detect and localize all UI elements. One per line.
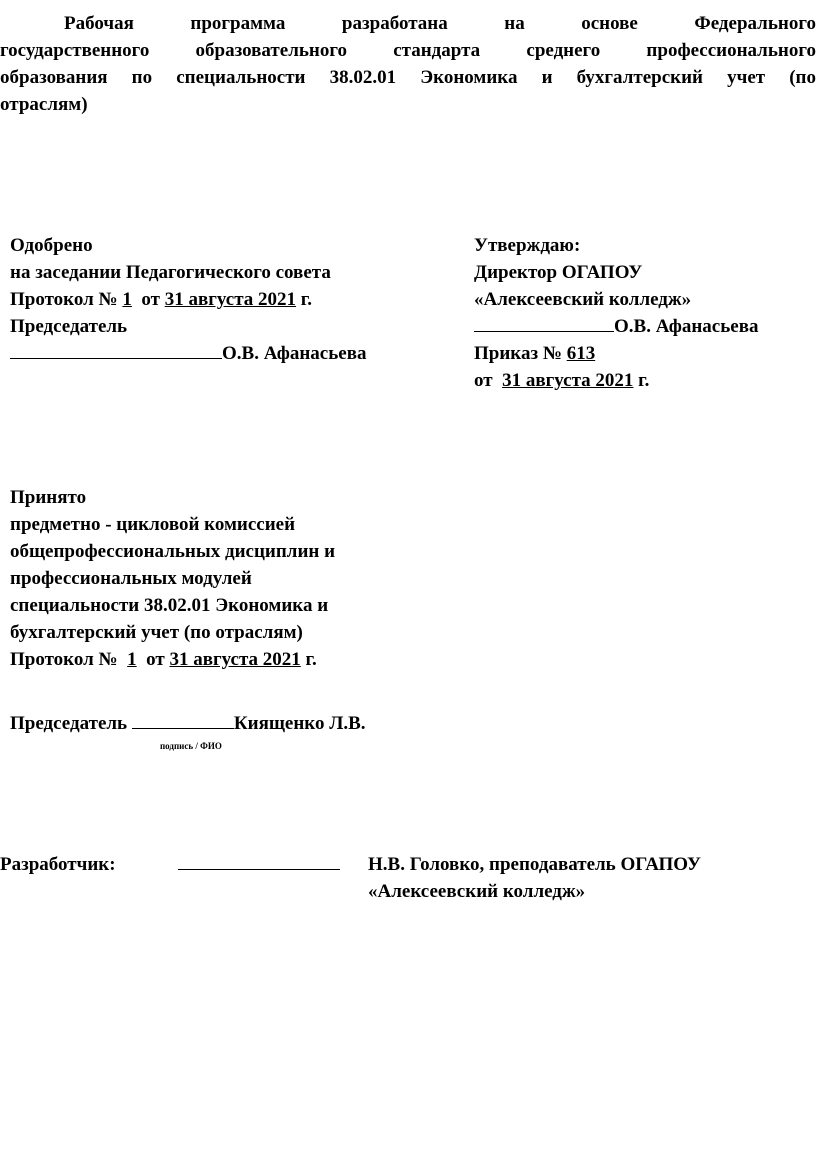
developer-sign-wrap: [178, 851, 340, 878]
intro-line-3: образования по специальности 38.02.01 Экономика и бухгалтерский учет (по: [0, 67, 816, 88]
approved-chair-label: Председатель: [10, 316, 128, 337]
confirm-block: [474, 232, 758, 394]
confirm-position: Директор ОГАПОУ: [474, 262, 643, 283]
accepted-chair-label: Председатель: [10, 713, 128, 734]
accepted-protocol-date: 31 августа 2021: [169, 649, 301, 670]
accepted-protocol-number: 1: [127, 649, 137, 670]
accepted-line-2: общепрофессиональных дисциплин и: [10, 541, 336, 562]
confirm-order-from: от: [474, 370, 493, 391]
confirm-order-prefix: Приказ №: [474, 343, 562, 364]
developer-sign-block: [178, 851, 340, 878]
confirm-sign: [474, 313, 758, 340]
accepted-line-1: предметно - цикловой комиссией: [10, 514, 296, 535]
intro-line-2: государственного образовательного стандарта среднего профессионального: [0, 40, 816, 61]
developer-label-block: [0, 851, 116, 878]
confirm-name: О.В. Афанасьева: [614, 316, 759, 337]
accepted-line-4: специальности 38.02.01 Экономика и: [10, 595, 329, 616]
accepted-protocol-year: г.: [305, 649, 317, 670]
signature-line: [474, 330, 614, 332]
approved-protocol-date: 31 августа 2021: [164, 289, 297, 310]
signature-caption: подпись / ФИО: [160, 741, 222, 751]
approved-protocol-prefix: Протокол №: [10, 289, 118, 310]
accepted-line-5: бухгалтерский учет (по отраслям): [10, 622, 303, 643]
approved-protocol: [10, 286, 366, 313]
confirm-order: [474, 340, 758, 367]
approved-block: [10, 232, 366, 367]
approved-meeting: на заседании Педагогического совета: [10, 262, 331, 283]
accepted-line-3: профессиональных модулей: [10, 568, 252, 589]
signature-line: [132, 727, 234, 729]
accepted-protocol: [10, 646, 335, 673]
approved-chair-name: О.В. Афанасьева: [222, 343, 367, 364]
accepted-chair-line: [10, 710, 366, 737]
intro-line-4: отраслям): [0, 94, 88, 115]
approved-protocol-number: 1: [122, 289, 132, 310]
accepted-chair-row: [10, 710, 366, 737]
confirm-heading: Утверждаю:: [474, 235, 581, 256]
accepted-chair-name: Киященко Л.В.: [233, 713, 366, 734]
developer-name-line-1: Н.В. Головко, преподаватель ОГАПОУ: [368, 854, 701, 875]
confirm-order-date: [474, 367, 758, 394]
approved-heading: Одобрено: [10, 235, 93, 256]
confirm-order-number: 613: [566, 343, 596, 364]
approved-protocol-year: г.: [300, 289, 313, 310]
developer-label: Разработчик:: [0, 854, 116, 875]
signature-line: [178, 868, 340, 870]
confirm-college: «Алексеевский колледж»: [474, 289, 692, 310]
signature-line: [10, 357, 222, 359]
developer-name-line-2: «Алексеевский колледж»: [368, 881, 586, 902]
accepted-block: [10, 484, 335, 673]
accepted-protocol-from: от: [146, 649, 165, 670]
approved-protocol-from: от: [141, 289, 160, 310]
intro-line-1: Рабочая программа разработана на основе Федерального: [64, 13, 816, 34]
developer-name-block: [368, 851, 701, 905]
accepted-protocol-prefix: Протокол №: [10, 649, 118, 670]
intro-paragraph: [0, 10, 816, 118]
confirm-order-year: г.: [638, 370, 650, 391]
confirm-order-date-value: 31 августа 2021: [502, 370, 634, 391]
approved-chair-sign: [10, 340, 366, 367]
accepted-heading: Принято: [10, 487, 87, 508]
